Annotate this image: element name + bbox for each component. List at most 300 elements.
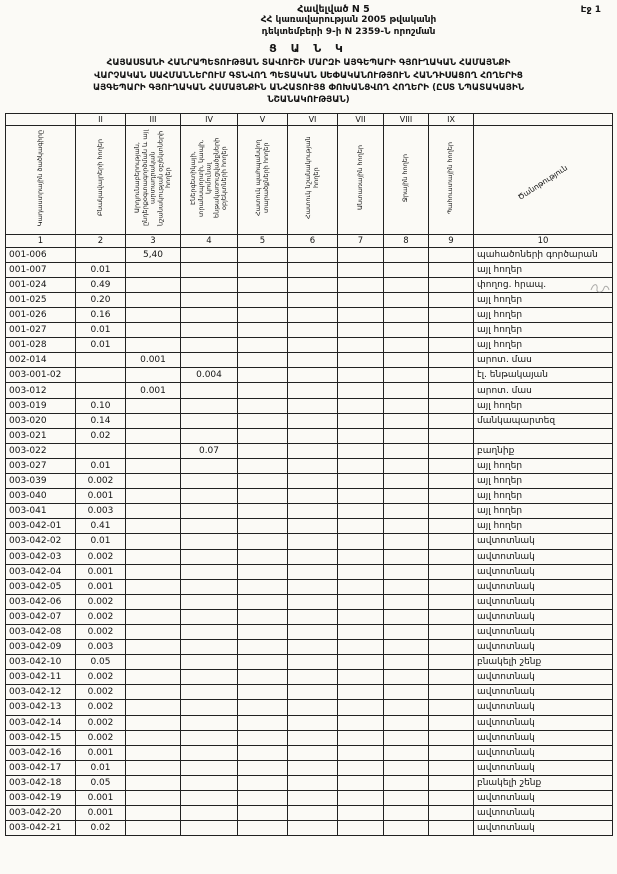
- area-value-cell: [181, 292, 238, 307]
- area-value-cell: [288, 383, 338, 398]
- area-value-cell: [288, 534, 338, 549]
- note-cell: այլ հողեր: [474, 489, 613, 504]
- area-value-cell: 0.001: [76, 564, 126, 579]
- area-value-cell: [338, 474, 384, 489]
- area-value-cell: 0.01: [76, 338, 126, 353]
- area-value-cell: [338, 534, 384, 549]
- area-value-cell: [126, 474, 181, 489]
- table-row: [6, 413, 613, 428]
- area-value-cell: [338, 504, 384, 519]
- area-value-cell: [288, 353, 338, 368]
- area-value-cell: [181, 262, 238, 277]
- area-value-cell: [429, 398, 474, 413]
- area-value-cell: [288, 594, 338, 609]
- area-value-cell: 0.001: [76, 806, 126, 821]
- area-value-cell: [338, 413, 384, 428]
- cadastral-code-cell: 003-042-09: [6, 640, 76, 655]
- area-value-cell: [181, 519, 238, 534]
- area-value-cell: [76, 383, 126, 398]
- area-value-cell: [181, 308, 238, 323]
- area-value-cell: [384, 353, 429, 368]
- area-value-cell: 0.01: [76, 760, 126, 775]
- note-cell: էլ. ենթակայան: [474, 368, 613, 383]
- area-value-cell: [181, 760, 238, 775]
- area-value-cell: [238, 323, 288, 338]
- table-row: [6, 247, 613, 262]
- cadastral-code-cell: 003-042-21: [6, 821, 76, 836]
- area-value-cell: [338, 398, 384, 413]
- area-value-cell: [288, 609, 338, 624]
- column-header-protected-lands: Հատուկ պահպանվող տարածքների հողեր: [238, 125, 288, 234]
- area-value-cell: [429, 624, 474, 639]
- roman-cell: VI: [288, 113, 338, 125]
- column-header-water-lands: Ջրային հողեր: [384, 125, 429, 234]
- area-value-cell: [126, 670, 181, 685]
- area-value-cell: 0.20: [76, 292, 126, 307]
- area-value-cell: [338, 353, 384, 368]
- area-value-cell: [181, 458, 238, 473]
- area-value-cell: [288, 715, 338, 730]
- area-value-cell: [429, 474, 474, 489]
- main-title-line-3: ԱՅԳԵՊԱՐԻ ԳՅՈՒՂԱԿԱՆ ՀԱՄԱՅՆՔԻՆ ԱՆՀԱՏՈՒՅՑ ՓՈԽԱՆՑՎՈՂ ՀՈՂԵՐԻ (ԸՍՏ ՆՊԱՏԱԿԱՅԻՆ: [93, 83, 524, 93]
- area-value-cell: [338, 760, 384, 775]
- area-value-cell: [181, 640, 238, 655]
- note-cell: այլ հողեր: [474, 504, 613, 519]
- area-value-cell: [126, 745, 181, 760]
- table-row: [6, 474, 613, 489]
- table-row: [6, 353, 613, 368]
- area-value-cell: [429, 458, 474, 473]
- area-value-cell: [288, 323, 338, 338]
- table-row: [6, 564, 613, 579]
- area-value-cell: [181, 549, 238, 564]
- area-value-cell: [288, 806, 338, 821]
- cadastral-code-cell: 003-019: [6, 398, 76, 413]
- area-value-cell: [429, 730, 474, 745]
- area-value-cell: [238, 730, 288, 745]
- note-cell: ավտոտնակ: [474, 640, 613, 655]
- area-value-cell: 0.002: [76, 685, 126, 700]
- area-value-cell: [288, 549, 338, 564]
- area-value-cell: 0.002: [76, 730, 126, 745]
- cadastral-code-cell: 003-042-03: [6, 549, 76, 564]
- table-row: [6, 594, 613, 609]
- area-value-cell: [338, 730, 384, 745]
- area-value-cell: [238, 247, 288, 262]
- area-value-cell: [384, 308, 429, 323]
- cadastral-code-cell: 003-039: [6, 474, 76, 489]
- area-value-cell: [181, 791, 238, 806]
- area-value-cell: [288, 262, 338, 277]
- area-value-cell: [288, 640, 338, 655]
- area-value-cell: [76, 368, 126, 383]
- note-cell: մանկապարտեզ: [474, 413, 613, 428]
- table-row: [6, 685, 613, 700]
- area-value-cell: [126, 534, 181, 549]
- area-value-cell: 0.01: [76, 262, 126, 277]
- area-value-cell: [384, 277, 429, 292]
- area-value-cell: [288, 745, 338, 760]
- area-value-cell: [126, 760, 181, 775]
- note-cell: արոտ. մաս: [474, 353, 613, 368]
- area-value-cell: [429, 413, 474, 428]
- table-row: [6, 715, 613, 730]
- area-value-cell: [238, 655, 288, 670]
- column-number-cell: 2: [76, 234, 126, 247]
- area-value-cell: [384, 368, 429, 383]
- area-value-cell: [338, 443, 384, 458]
- note-cell: ավտոտնակ: [474, 564, 613, 579]
- area-value-cell: [238, 579, 288, 594]
- area-value-cell: [338, 262, 384, 277]
- area-value-cell: 0.02: [76, 428, 126, 443]
- area-value-cell: [338, 277, 384, 292]
- area-value-cell: [384, 760, 429, 775]
- area-value-cell: [338, 368, 384, 383]
- note-cell: ավտոտնակ: [474, 745, 613, 760]
- area-value-cell: [288, 670, 338, 685]
- table-row: [6, 323, 613, 338]
- area-value-cell: [429, 745, 474, 760]
- area-value-cell: [238, 624, 288, 639]
- note-cell: ավտոտնակ: [474, 624, 613, 639]
- table-row: [6, 277, 613, 292]
- note-cell: ավտոտնակ: [474, 549, 613, 564]
- column-number-cell: 1: [6, 234, 76, 247]
- area-value-cell: [181, 655, 238, 670]
- table-row: [6, 670, 613, 685]
- area-value-cell: [238, 564, 288, 579]
- area-value-cell: [238, 277, 288, 292]
- area-value-cell: [429, 504, 474, 519]
- area-value-cell: [238, 745, 288, 760]
- area-value-cell: [429, 655, 474, 670]
- area-value-cell: [338, 685, 384, 700]
- area-value-cell: [126, 806, 181, 821]
- note-cell: փողոց. հրապ.: [474, 277, 613, 292]
- area-value-cell: [181, 383, 238, 398]
- area-value-cell: [181, 277, 238, 292]
- area-value-cell: [288, 308, 338, 323]
- cadastral-code-cell: 001-007: [6, 262, 76, 277]
- area-value-cell: [126, 564, 181, 579]
- table-row: [6, 519, 613, 534]
- area-value-cell: [126, 428, 181, 443]
- note-cell: այլ հողեր: [474, 519, 613, 534]
- area-value-cell: [181, 323, 238, 338]
- table-row: [6, 398, 613, 413]
- area-value-cell: [338, 383, 384, 398]
- area-value-cell: 0.05: [76, 775, 126, 790]
- area-value-cell: [288, 564, 338, 579]
- cadastral-code-cell: 001-028: [6, 338, 76, 353]
- area-value-cell: 0.001: [76, 791, 126, 806]
- area-value-cell: [238, 368, 288, 383]
- area-value-cell: [126, 821, 181, 836]
- table-row: [6, 609, 613, 624]
- area-value-cell: [338, 700, 384, 715]
- note-cell: բնակելի շենք: [474, 655, 613, 670]
- area-value-cell: [384, 262, 429, 277]
- note-cell: այլ հողեր: [474, 262, 613, 277]
- roman-cell: IV: [181, 113, 238, 125]
- area-value-cell: [384, 474, 429, 489]
- area-value-cell: [181, 504, 238, 519]
- area-value-cell: [288, 579, 338, 594]
- area-value-cell: [338, 806, 384, 821]
- area-value-cell: [384, 458, 429, 473]
- table-row: [6, 700, 613, 715]
- area-value-cell: [384, 564, 429, 579]
- area-value-cell: [238, 398, 288, 413]
- area-value-cell: [126, 323, 181, 338]
- area-value-cell: [429, 292, 474, 307]
- area-value-cell: [288, 700, 338, 715]
- table-row: [6, 489, 613, 504]
- table-row: [6, 443, 613, 458]
- area-value-cell: 0.002: [76, 609, 126, 624]
- area-value-cell: [384, 413, 429, 428]
- note-cell: ավտոտնակ: [474, 791, 613, 806]
- note-cell: ավտոտնակ: [474, 609, 613, 624]
- column-header-note: Ծանոթություն: [474, 125, 613, 234]
- area-value-cell: [338, 655, 384, 670]
- roman-cell: II: [76, 113, 126, 125]
- area-value-cell: [338, 594, 384, 609]
- area-value-cell: [181, 730, 238, 745]
- cadastral-code-cell: 003-042-19: [6, 791, 76, 806]
- area-value-cell: [126, 730, 181, 745]
- area-value-cell: [429, 791, 474, 806]
- area-value-cell: [126, 549, 181, 564]
- area-value-cell: [288, 398, 338, 413]
- area-value-cell: [238, 458, 288, 473]
- area-value-cell: [238, 594, 288, 609]
- area-value-cell: [384, 655, 429, 670]
- area-value-cell: [288, 624, 338, 639]
- note-cell: այլ հողեր: [474, 458, 613, 473]
- note-cell: այլ հողեր: [474, 474, 613, 489]
- column-number-cell: 10: [474, 234, 613, 247]
- area-value-cell: [429, 353, 474, 368]
- area-value-cell: [238, 821, 288, 836]
- cadastral-code-cell: 003-012: [6, 383, 76, 398]
- area-value-cell: [238, 443, 288, 458]
- area-value-cell: [126, 443, 181, 458]
- table-row: [6, 428, 613, 443]
- area-value-cell: [429, 670, 474, 685]
- area-value-cell: 0.10: [76, 398, 126, 413]
- column-header-row: [6, 125, 613, 234]
- table-row: [6, 730, 613, 745]
- note-cell: ավտոտնակ: [474, 715, 613, 730]
- table-row: [6, 262, 613, 277]
- note-cell: այլ հողեր: [474, 323, 613, 338]
- area-value-cell: [126, 640, 181, 655]
- area-value-cell: [338, 715, 384, 730]
- area-value-cell: [288, 413, 338, 428]
- roman-numeral-row: [6, 113, 613, 125]
- roman-cell: V: [238, 113, 288, 125]
- note-cell: ավտոտնակ: [474, 760, 613, 775]
- area-value-cell: [429, 323, 474, 338]
- area-value-cell: [238, 519, 288, 534]
- area-value-cell: [126, 413, 181, 428]
- note-cell: ավտոտնակ: [474, 534, 613, 549]
- area-value-cell: [384, 670, 429, 685]
- cadastral-code-cell: 002-014: [6, 353, 76, 368]
- table-row: [6, 806, 613, 821]
- area-value-cell: [181, 670, 238, 685]
- area-value-cell: [238, 474, 288, 489]
- area-value-cell: 0.41: [76, 519, 126, 534]
- table-row: [6, 549, 613, 564]
- area-value-cell: [288, 730, 338, 745]
- area-value-cell: [429, 338, 474, 353]
- area-value-cell: 5,40: [126, 247, 181, 262]
- area-value-cell: [238, 670, 288, 685]
- cadastral-code-cell: 003-021: [6, 428, 76, 443]
- area-value-cell: [338, 745, 384, 760]
- area-value-cell: 0.49: [76, 277, 126, 292]
- area-value-cell: [338, 624, 384, 639]
- area-value-cell: [238, 685, 288, 700]
- page-number: Էջ 1: [580, 5, 601, 15]
- area-value-cell: [288, 338, 338, 353]
- cadastral-code-cell: 003-042-10: [6, 655, 76, 670]
- roman-cell: III: [126, 113, 181, 125]
- area-value-cell: [238, 308, 288, 323]
- roman-cell: [474, 113, 613, 125]
- area-value-cell: [126, 791, 181, 806]
- area-value-cell: [288, 443, 338, 458]
- cadastral-code-cell: 003-042-01: [6, 519, 76, 534]
- area-value-cell: [126, 368, 181, 383]
- cadastral-code-cell: 003-042-06: [6, 594, 76, 609]
- area-value-cell: [181, 247, 238, 262]
- column-header-cadastral-code: Կադաստրային ծածկագիրը: [6, 125, 76, 234]
- area-value-cell: [181, 685, 238, 700]
- table-row: [6, 308, 613, 323]
- area-value-cell: [429, 700, 474, 715]
- area-value-cell: [429, 821, 474, 836]
- cadastral-code-cell: 003-042-12: [6, 685, 76, 700]
- area-value-cell: [288, 474, 338, 489]
- column-header-reserve-lands: Պահուստային հողեր: [429, 125, 474, 234]
- roman-cell: [6, 113, 76, 125]
- area-value-cell: [429, 760, 474, 775]
- area-value-cell: [384, 745, 429, 760]
- area-value-cell: [126, 655, 181, 670]
- area-value-cell: 0.002: [76, 715, 126, 730]
- area-value-cell: [384, 504, 429, 519]
- area-value-cell: 0.002: [76, 594, 126, 609]
- area-value-cell: [429, 534, 474, 549]
- area-value-cell: 0.001: [76, 579, 126, 594]
- area-value-cell: [429, 685, 474, 700]
- area-value-cell: 0.01: [76, 534, 126, 549]
- area-value-cell: [76, 443, 126, 458]
- area-value-cell: 0.003: [76, 640, 126, 655]
- note-cell: բաղնիք: [474, 443, 613, 458]
- area-value-cell: [384, 247, 429, 262]
- area-value-cell: [126, 458, 181, 473]
- area-value-cell: [238, 760, 288, 775]
- note-cell: պահածոների գործարան: [474, 247, 613, 262]
- area-value-cell: [181, 474, 238, 489]
- area-value-cell: [181, 398, 238, 413]
- area-value-cell: 0.002: [76, 670, 126, 685]
- column-header-settlement-lands: Բնակավայրերի հողեր: [76, 125, 126, 234]
- area-value-cell: [126, 579, 181, 594]
- area-value-cell: [429, 609, 474, 624]
- area-value-cell: [126, 624, 181, 639]
- area-value-cell: [181, 700, 238, 715]
- area-value-cell: [384, 549, 429, 564]
- cadastral-code-cell: 001-006: [6, 247, 76, 262]
- note-cell: ավտոտնակ: [474, 670, 613, 685]
- note-cell: այլ հողեր: [474, 338, 613, 353]
- area-value-cell: 0.16: [76, 308, 126, 323]
- area-value-cell: 0.001: [76, 745, 126, 760]
- area-value-cell: [338, 338, 384, 353]
- cadastral-code-cell: 003-042-17: [6, 760, 76, 775]
- table-row: [6, 534, 613, 549]
- area-value-cell: [429, 308, 474, 323]
- area-value-cell: [288, 519, 338, 534]
- column-number-row: [6, 234, 613, 247]
- area-value-cell: [384, 775, 429, 790]
- area-value-cell: [288, 292, 338, 307]
- area-value-cell: 0.002: [76, 624, 126, 639]
- area-value-cell: [288, 504, 338, 519]
- note-cell: բնակելի շենք: [474, 775, 613, 790]
- area-value-cell: [76, 353, 126, 368]
- area-value-cell: [181, 594, 238, 609]
- cadastral-code-cell: 003-022: [6, 443, 76, 458]
- area-value-cell: [429, 564, 474, 579]
- area-value-cell: [384, 806, 429, 821]
- note-cell: ավտոտնակ: [474, 730, 613, 745]
- column-header-energy-transport-lands: Էներգետիկայի, տրանսպորտի, կապի, կոմունալ ենթակառուցվածքների օբյեկտների հողեր: [181, 125, 238, 234]
- column-number-cell: 6: [288, 234, 338, 247]
- area-value-cell: [384, 715, 429, 730]
- area-value-cell: [429, 277, 474, 292]
- area-value-cell: [238, 715, 288, 730]
- area-value-cell: [338, 428, 384, 443]
- area-value-cell: [338, 308, 384, 323]
- area-value-cell: [384, 821, 429, 836]
- table-row: [6, 338, 613, 353]
- column-number-cell: 9: [429, 234, 474, 247]
- area-value-cell: [126, 262, 181, 277]
- area-value-cell: [238, 383, 288, 398]
- area-value-cell: [338, 775, 384, 790]
- cadastral-code-cell: 003-042-18: [6, 775, 76, 790]
- table-row: [6, 821, 613, 836]
- area-value-cell: [238, 549, 288, 564]
- main-title-line-2: ՎԱՐՉԱԿԱՆ ՍԱՀՄԱՆՆԵՐՈՒՄ ԳՏՆՎՈՂ ՊԵՏԱԿԱՆ ՍԵՓԱԿԱՆՈՒԹՅՈՒՆ ՀԱՆԴԻՍԱՑՈՂ ՀՈՂԵՐԻՑ: [94, 70, 523, 81]
- area-value-cell: [181, 609, 238, 624]
- area-value-cell: [238, 413, 288, 428]
- area-value-cell: [429, 368, 474, 383]
- cadastral-code-cell: 003-042-14: [6, 715, 76, 730]
- decree-reference: [40, 15, 617, 38]
- area-value-cell: 0.001: [76, 489, 126, 504]
- area-value-cell: [384, 594, 429, 609]
- main-title-line-4: ՆՇԱՆԱԿՈՒԹՅԱՆ): [267, 95, 350, 106]
- area-value-cell: [429, 443, 474, 458]
